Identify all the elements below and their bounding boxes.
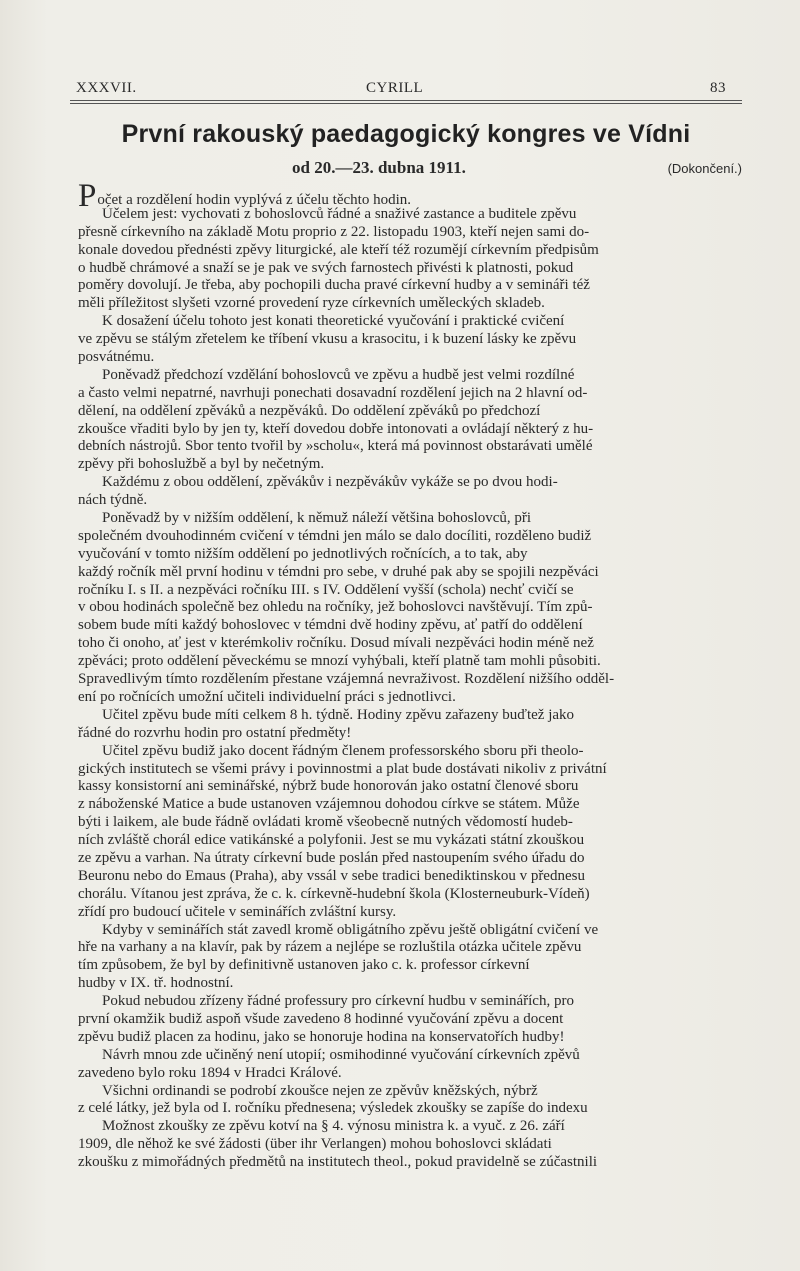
line-text: poměry dovolují. Je třeba, aby pochopili ducha pravé církevní hudby a v semináři též: [78, 277, 590, 294]
line-text: zpěváci; proto oddělení pěveckému se mnozí vyhýbali, kteří platně tam mohli působiti.: [78, 653, 601, 670]
text-line: [78, 975, 738, 993]
page-number: 83: [710, 80, 726, 96]
line-text: zkoušce vřaditi bylo by jen ty, kteří dovedou dobře intonovati a ovládají některý z hu-: [78, 420, 594, 437]
text-line: [78, 886, 738, 904]
drop-cap: P: [78, 178, 97, 214]
article-subtitle: [70, 158, 742, 182]
text-line: [78, 617, 738, 635]
text-line: [78, 403, 738, 421]
line-text: Učitel zpěvu budiž jako docent řádným členem professorského sboru při theolo-: [102, 742, 584, 759]
header-rule-secondary: [70, 103, 742, 104]
text-line: [78, 635, 738, 653]
text-line: [78, 474, 738, 492]
line-text: dělení, na oddělení zpěváků a nezpěváků. Do oddělení zpěváků po předchozí: [78, 402, 541, 419]
text-line: [78, 349, 738, 367]
line-text: společném dvouhodinném cvičení v témdni jen málo se dalo docíliti, rozděleno budiž: [78, 527, 592, 544]
congress-date: od 20.—23. dubna 1911.: [292, 158, 466, 177]
text-line: [78, 707, 738, 725]
text-line: [78, 868, 738, 886]
text-line: [78, 510, 738, 528]
text-line: [78, 922, 738, 940]
line-text: Každému z obou oddělení, zpěvákův i nezpěvákův vykáže se po dvou hodi-: [102, 474, 558, 491]
line-text: Beuronu nebo do Emaus (Praha), aby vssál v sebe tradici benediktinskou v přednesu: [78, 867, 585, 884]
text-line: [78, 1083, 738, 1101]
line-text: Možnost zkoušky ze zpěvu kotví na § 4. výnosu ministra k. a vyuč. z 26. září: [102, 1118, 565, 1135]
text-line: [78, 689, 738, 707]
text-line: [78, 1100, 738, 1118]
text-line: [78, 599, 738, 617]
line-text: kassy konsistorní ani seminářské, nýbrž bude honorován jako ostatní členové sboru: [78, 778, 579, 795]
text-line: [78, 295, 738, 313]
text-line: [78, 1047, 738, 1065]
line-text: ze zpěvu a varhan. Na útraty církevní bude poslán před nastoupením svého úřadu do: [78, 849, 585, 866]
continuation-note: (Dokončení.): [667, 161, 742, 176]
line-text: řádné do rozvrhu hodin pro ostatní předměty!: [78, 724, 352, 741]
text-line: [78, 546, 738, 564]
line-text: Všichni ordinandi se podrobí zkoušce nejen ze zpěvův kněžských, nýbrž: [102, 1082, 538, 1099]
text-line: [78, 1118, 738, 1136]
text-line: [78, 260, 738, 278]
text-line: [78, 206, 738, 224]
text-line: [78, 939, 738, 957]
line-text: měli příležitost slyšeti vzorné provedení ryze církevních uměleckých skladeb.: [78, 295, 545, 312]
text-line: [78, 1065, 738, 1083]
line-text: konale dovedou přednésti zpěvy liturgické, ale kteří též rozumějí církevním předpisům: [78, 241, 599, 258]
line-text: sobem bude míti každý bohoslovec v témdni dvě hodiny zpěvu, ať patří do oddělení: [78, 617, 583, 634]
text-line: [78, 224, 738, 242]
article-title: První rakouský paedagogický kongres ve Vídni: [121, 120, 691, 148]
line-text: Poněvadž předchozí vzdělání bohoslovců ve zpěvu a hudbě jest velmi rozdílné: [102, 366, 575, 383]
volume-number: XXXVII.: [76, 80, 137, 96]
text-line: [78, 438, 738, 456]
line-text: očet a rozdělení hodin vyplývá z účelu těchto hodin.: [97, 192, 412, 208]
line-text: K dosažení účelu tohoto jest konati theoretické vyučování i praktické cvičení: [102, 313, 565, 330]
line-text: chorálu. Vítanou jest zpráva, že c. k. církevně-hudební škola (Klosterneuburk-Vídeň): [78, 885, 590, 902]
text-line: [78, 904, 738, 922]
text-line: [78, 761, 738, 779]
text-line: [78, 1154, 738, 1172]
header-rule: [70, 100, 742, 101]
line-text: první okamžik budiž aspoň všude zavedeno 8 hodinné vyučování zpěvu a docent: [78, 1010, 564, 1027]
text-line: [78, 242, 738, 260]
line-text: z náboženské Matice a bude ustanoven vzájemnou dohodou církve se státem. Může: [78, 796, 580, 813]
line-text: posvátnému.: [78, 349, 155, 366]
text-line: [78, 331, 738, 349]
text-line: [78, 456, 738, 474]
text-line: [78, 796, 738, 814]
line-text: z celé látky, jež byla od I. ročníku přednesena; výsledek zkoušky se zapíše do indexu: [78, 1100, 588, 1117]
text-line: [78, 725, 738, 743]
text-line: [78, 564, 738, 582]
line-text: ních zvláště chorál edice vatikánské a polyfonii. Jest se mu vykázati státní zkouškou: [78, 832, 585, 849]
text-line: [78, 492, 738, 510]
text-line: [78, 993, 738, 1011]
text-line: [78, 832, 738, 850]
line-text: zpěvu budiž placen za hodinu, jako se honoruje hodina na konservatořích hudby!: [78, 1028, 565, 1045]
text-line: [78, 671, 738, 689]
line-text: přesně církevního na základě Motu proprio z 22. listopadu 1903, kteří nejen sami do-: [78, 223, 590, 240]
line-text: Učitel zpěvu bude míti celkem 8 h. týdně. Hodiny zpěvu zařazeny buďtež jako: [102, 706, 575, 723]
line-text: zřídí pro budoucí učitele v seminářích zvláštní kursy.: [78, 903, 397, 920]
line-text: zkoušku z mimořádných předmětů na institutech theol., pokud pravidelně se zúčastnili: [78, 1154, 598, 1171]
line-text: toho či onoho, ať jest v kterémkoliv ročníku. Dosud mívali nezpěváci hodin méně než: [78, 635, 594, 652]
text-line: [78, 1011, 738, 1029]
text-line: [78, 743, 738, 761]
line-text: hudby v IX. tř. hodnostní.: [78, 975, 234, 992]
line-text: o hudbě chrámové a snaží se je pak ve svých farnostech přivésti k platnosti, pokud: [78, 259, 574, 276]
line-text: hře na varhany a na klavír, pak by rázem a nejlépe se rozluštila otázka učitele zpěvu: [78, 939, 582, 956]
text-line: [78, 1136, 738, 1154]
text-line: [78, 367, 738, 385]
line-text: Kdyby v seminářích stát zavedl kromě obligátního zpěvu ještě obligátní cvičení ve: [102, 921, 599, 938]
text-line: [78, 582, 738, 600]
line-text: 1909, dle něhož ke své žádosti (über ihr Verlangen) mohou bohoslovci skládati: [78, 1136, 552, 1153]
text-line: [78, 385, 738, 403]
journal-name: CYRILL: [366, 80, 424, 96]
text-line: [78, 778, 738, 796]
article-body: [78, 178, 738, 1172]
line-text: a často velmi nepatrné, navrhuji ponechati dosavadní rozdělení jejich na 2 hlavní od-: [78, 384, 588, 401]
text-line: [78, 653, 738, 671]
line-text: v obou hodinách společně bez ohledu na ročníky, jež bohoslovci navštěvují. Tím způ-: [78, 599, 593, 616]
text-line: [78, 528, 738, 546]
text-line: [78, 1029, 738, 1047]
line-text: ročníku I. s II. a nezpěváci ročníku III. s IV. Oddělení vyšší (schola) nechť cvičí se: [78, 581, 574, 598]
line-text: vyučování v tomto nižším oddělení po jednotlivých ročnících, a to tak, aby: [78, 545, 528, 562]
text-line: [78, 277, 738, 295]
text-line: [78, 313, 738, 331]
line-text: ení po ročnících umožní učiteli individuelní práci s jednotlivci.: [78, 688, 456, 705]
line-text: debních nástrojů. Sbor tento tvořil by »scholu«, která má povinnost obstarávati umělé: [78, 438, 593, 455]
running-header: [76, 80, 726, 100]
line-text: Návrh mnou zde učiněný není utopií; osmihodinné vyučování církevních zpěvů: [102, 1046, 580, 1063]
line-text: ve zpěvu se stálým zřetelem ke tříbení vkusu a krasocitu, i k buzení lásky ke zpěvu: [78, 331, 577, 348]
text-line: [78, 957, 738, 975]
line-text: Pokud nebudou zřízeny řádné professury pro církevní hudbu v seminářích, pro: [102, 993, 574, 1010]
line-text: býti i laikem, ale bude řádně ovládati kromě všeobecně nutných vědomostí hudeb-: [78, 814, 573, 831]
line-text: každý ročník měl první hodinu v témdni pro sebe, v druhé pak aby se spojili nezpěváci: [78, 563, 599, 580]
line-text: zpěvy při bohoslužbě a byl by nečetným.: [78, 456, 325, 473]
text-line: [78, 421, 738, 439]
line-text: Účelem jest: vychovati z bohoslovců řádné a snaživé zastance a buditele zpěvu: [102, 205, 577, 222]
text-line: [78, 850, 738, 868]
line-text: zavedeno bylo roku 1894 v Hradci Králové.: [78, 1064, 342, 1081]
line-text: Spravedlivým tímto rozdělením přestane vzájemná nevraživost. Rozdělení nižšího odděl-: [78, 671, 615, 688]
line-text: Poněvadž by v nižším oddělení, k němuž náleží většina bohoslovců, při: [102, 510, 532, 527]
line-text: tím způsobem, že byl by definitivně ustanoven jako c. k. professor církevní: [78, 957, 530, 974]
text-line: [78, 814, 738, 832]
line-text: gických institutech se všemi právy i povinnostmi a plat bude dostávati nikoliv z privátní: [78, 760, 607, 777]
line-text: nách týdně.: [78, 492, 148, 509]
